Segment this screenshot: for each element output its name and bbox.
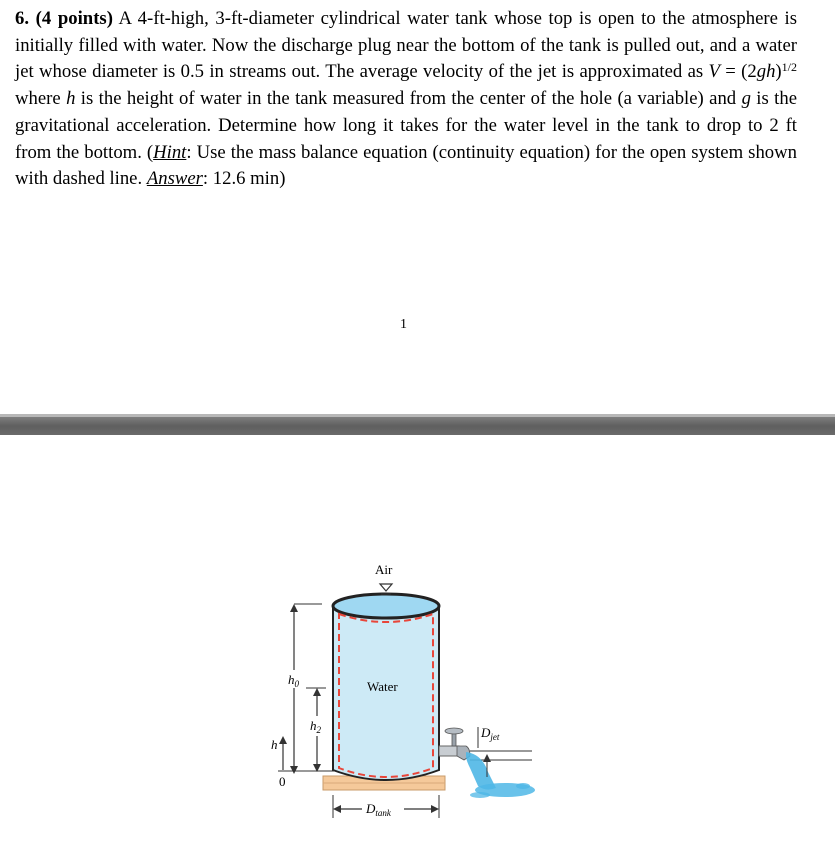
dtank-arrow-right — [431, 805, 439, 813]
zero-label: 0 — [279, 774, 286, 789]
dtank-arrow-left — [333, 805, 341, 813]
answer-label: Answer — [146, 168, 203, 190]
valve-handle — [445, 728, 463, 734]
djet-label: $D_{jet}$ — [481, 725, 500, 742]
page-number: 1 — [400, 317, 407, 332]
free-surface-marker — [380, 584, 392, 591]
tank-figure — [0, 435, 835, 848]
spigot-pipe — [439, 746, 459, 756]
gh-symbol: gh — [756, 61, 776, 83]
air-label: Air — [375, 562, 393, 577]
water-puddle-small — [470, 792, 490, 798]
problem-number: 6. — [15, 8, 30, 29]
g-symbol: g — [741, 88, 751, 110]
h2-label: $h_2$ — [310, 718, 321, 735]
problem-statement — [15, 6, 797, 193]
h-label: h — [271, 737, 278, 752]
water-splash — [516, 783, 530, 789]
h0-label: $h_0$ — [288, 672, 299, 689]
problem-points: (4 points) — [35, 8, 113, 29]
problem-text-3: is the height of water in the tank measured from the center of the hole (a variable) and — [75, 88, 742, 110]
water-label: Water — [367, 679, 398, 694]
equals-text: = (2 — [719, 61, 757, 83]
h-symbol: h — [66, 88, 76, 110]
dtank-label: $D_{tank}$ — [366, 801, 391, 818]
hint-label: Hint — [153, 141, 187, 163]
exponent: 1/2 — [781, 60, 797, 75]
problem-text-6: : 12.6 min) — [202, 168, 286, 190]
problem-text-2: where — [15, 88, 67, 110]
tank-top — [333, 594, 439, 618]
problem-text-1: A 4-ft-high, 3-ft-diameter cylindrical water tank whose top is open to the atmosphere is initially filled with water. Now the discharge plug near the bottom of the tank is pulled out, and a water jet whose diameter is 0.5 in streams out. The average velocity of the jet is approximated as — [15, 8, 798, 83]
velocity-symbol: V — [708, 61, 720, 83]
h-arrow-head — [279, 736, 287, 744]
close-paren: ) — [775, 61, 782, 83]
h0-arrow-down — [290, 766, 298, 774]
problem-text-5: : Use the mass balance equation (continuity equation) for the open system shown with dashed line. — [15, 141, 797, 190]
h2-arrow-up — [313, 688, 321, 696]
h0-arrow-up — [290, 604, 298, 612]
page-break-bar — [0, 417, 835, 435]
problem-text-4: is the gravitational acceleration. Determine how long it takes for the water level in the tank to drop to 2 ft from the bottom. ( — [15, 88, 798, 163]
